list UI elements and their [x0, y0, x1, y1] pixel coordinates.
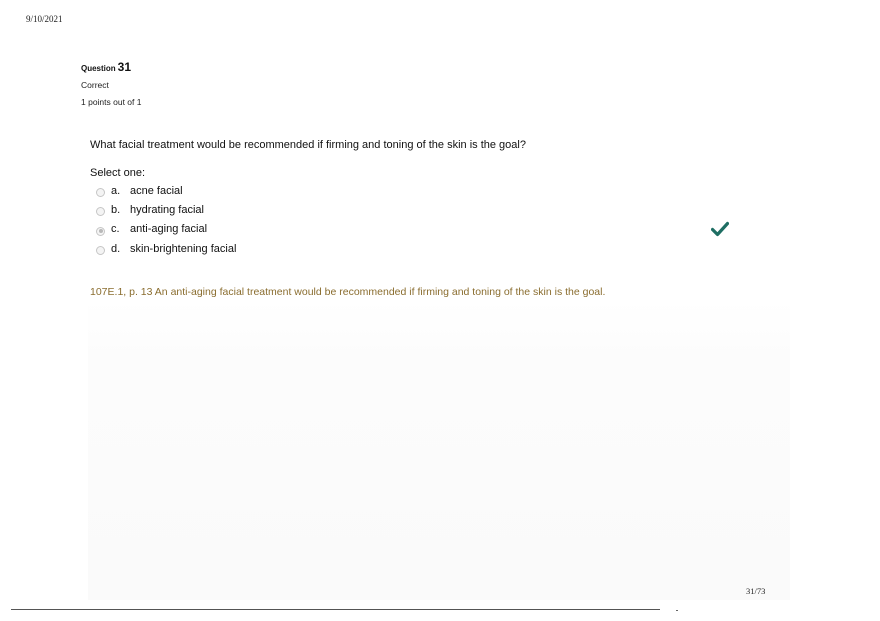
option-text: anti-aging facial [130, 223, 208, 236]
footer-divider [11, 609, 660, 610]
answer-options [96, 181, 236, 258]
question-label: Question [81, 64, 116, 73]
question-state: Correct [81, 80, 109, 90]
radio-button[interactable] [96, 246, 105, 255]
question-info [81, 60, 142, 107]
answer-option-d[interactable] [96, 239, 236, 258]
answer-option-b[interactable] [96, 200, 236, 219]
print-date: 9/10/2021 [26, 14, 63, 24]
radio-button[interactable] [96, 207, 105, 216]
option-letter: c. [111, 223, 120, 236]
option-letter: a. [111, 184, 121, 197]
question-text: What facial treatment would be recommended if firming and toning of the skin is the goal? [90, 139, 526, 151]
question-number [81, 60, 142, 74]
question-number-value: 31 [117, 60, 132, 74]
option-text: hydrating facial [130, 203, 204, 216]
option-letter: d. [111, 242, 121, 255]
answer-option-a[interactable] [96, 181, 236, 200]
select-prompt: Select one: [90, 167, 146, 179]
answer-option-c[interactable] [96, 220, 236, 239]
radio-button-selected[interactable] [96, 227, 105, 236]
page-number: 31/73 [746, 586, 766, 596]
checkmark-icon [711, 221, 729, 237]
feedback-text: 107E.1, p. 13 An anti-aging facial treatment would be recommended if firming and toning of the skin is the goal. [90, 286, 606, 298]
footer-mark [676, 610, 678, 611]
option-letter: b. [111, 203, 121, 216]
radio-button[interactable] [96, 188, 105, 197]
question-grade: 1 points out of 1 [81, 97, 142, 107]
option-text: skin-brightening facial [130, 242, 237, 255]
content-background [88, 300, 790, 600]
option-text: acne facial [130, 184, 183, 197]
